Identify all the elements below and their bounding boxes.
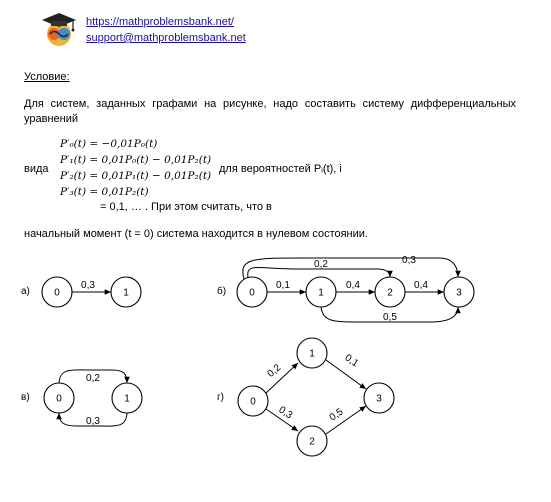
- graph-2: [21, 370, 142, 427]
- state-label: 1: [318, 287, 324, 299]
- edge-label: 0,2: [265, 362, 284, 380]
- state-label: 0: [249, 287, 255, 299]
- vida-label: вида: [24, 163, 49, 175]
- edge-label: 0,3: [402, 255, 416, 266]
- state-node-0: [238, 386, 268, 416]
- state-label: 3: [456, 287, 462, 299]
- edge-label: 0,3: [86, 416, 100, 427]
- condition-heading: Условие:: [24, 71, 70, 83]
- edge-label: 0,1: [276, 280, 290, 291]
- edge-1-3: [326, 360, 366, 389]
- website-link[interactable]: https://mathproblemsbank.net/: [86, 16, 234, 28]
- state-node-3: [444, 277, 474, 307]
- state-node-0: [237, 277, 267, 307]
- state-label: 1: [124, 393, 130, 405]
- graph-0: [21, 277, 141, 307]
- state-label: 0: [250, 396, 256, 408]
- index-range-text: = 0,1, … . При этом считать, что в: [100, 201, 272, 213]
- problem-intro: Для систем, заданных графами на рисунке, надо составить систему дифференциальных уравнений: [24, 98, 516, 125]
- equation-1: P′₁(t) = 0,01P₀(t) − 0,01P₂(t): [60, 154, 212, 166]
- graph-1: [217, 255, 474, 323]
- state-node-3: [364, 383, 394, 413]
- state-label: 0: [54, 287, 60, 299]
- equation-3: P′₃(t) = 0,01P₂(t): [60, 186, 149, 198]
- state-node-0: [42, 277, 72, 307]
- graph-3: [217, 338, 394, 456]
- state-label: 1: [123, 287, 129, 299]
- graph-label: г): [217, 392, 224, 403]
- edge-label: 0,2: [314, 259, 328, 270]
- probabilities-text: для вероятностей Pᵢ(t), i: [219, 163, 342, 175]
- edge-label: 0,3: [81, 280, 95, 291]
- graph-label: б): [217, 286, 227, 297]
- edge-label: 0,3: [276, 404, 295, 422]
- state-label: 2: [309, 436, 315, 448]
- edge-label: 0,4: [346, 280, 360, 291]
- state-label: 1: [309, 348, 315, 360]
- support-email-link[interactable]: support@mathproblemsbank.net: [86, 32, 246, 44]
- state-label: 0: [56, 393, 62, 405]
- state-node-2: [375, 277, 405, 307]
- edge-label: 0,1: [342, 352, 361, 370]
- state-node-1: [297, 338, 327, 368]
- state-label: 2: [387, 287, 393, 299]
- graph-label: а): [21, 286, 30, 297]
- state-node-1: [112, 383, 142, 413]
- edge-label: 0,2: [86, 373, 100, 384]
- graph-label: в): [21, 392, 30, 403]
- initial-state-text: начальный момент (t = 0) система находится в нулевом состоянии.: [24, 228, 368, 240]
- edge-label: 0,5: [383, 312, 397, 323]
- state-label: 3: [376, 393, 382, 405]
- state-node-2: [297, 426, 327, 456]
- state-node-1: [306, 277, 336, 307]
- edge-label: 0,5: [327, 406, 346, 424]
- edge-label: 0,4: [414, 280, 428, 291]
- equation-0: P′₀(t) = −0,01P₀(t): [60, 138, 158, 150]
- equation-2: P′₂(t) = 0,01P₁(t) − 0,01P₂(t): [60, 170, 212, 182]
- state-node-1: [111, 277, 141, 307]
- state-node-0: [44, 383, 74, 413]
